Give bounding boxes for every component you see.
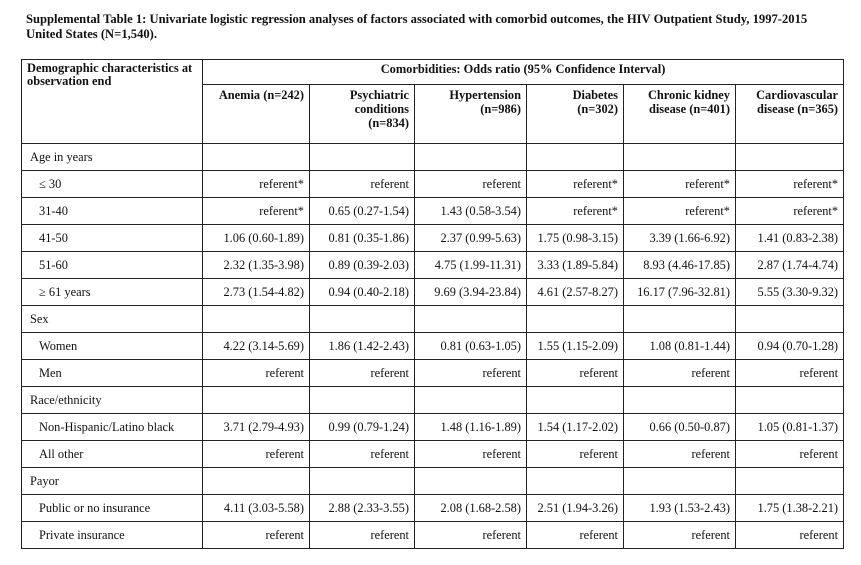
table-cell: 0.94 (0.40-2.18) xyxy=(310,279,415,306)
table-cell xyxy=(310,306,415,333)
table-cell: 2.51 (1.94-3.26) xyxy=(527,495,624,522)
table-row xyxy=(22,333,844,360)
table-cell: 2.73 (1.54-4.82) xyxy=(203,279,310,306)
table-cell: referent xyxy=(415,171,527,198)
table-cell: 4.61 (2.57-8.27) xyxy=(527,279,624,306)
table-group-row xyxy=(22,306,844,333)
column-header-cardiovascular: Cardiovascular disease (n=365) xyxy=(736,85,844,144)
table-cell: 1.48 (1.16-1.89) xyxy=(415,414,527,441)
table-cell xyxy=(624,306,736,333)
row-label: Women xyxy=(22,333,203,360)
table-cell: referent* xyxy=(527,171,624,198)
table-cell: 1.06 (0.60-1.89) xyxy=(203,225,310,252)
table-cell: 1.86 (1.42-2.43) xyxy=(310,333,415,360)
table-cell: 5.55 (3.30-9.32) xyxy=(736,279,844,306)
row-label: Public or no insurance xyxy=(22,495,203,522)
table-cell: 1.54 (1.17-2.02) xyxy=(527,414,624,441)
table-cell xyxy=(415,387,527,414)
table-cell: referent* xyxy=(624,171,736,198)
table-cell: referent* xyxy=(736,171,844,198)
table-cell xyxy=(736,144,844,171)
table-cell: referent xyxy=(310,171,415,198)
table-cell: 0.66 (0.50-0.87) xyxy=(624,414,736,441)
table-cell: referent xyxy=(527,522,624,549)
table-cell xyxy=(203,468,310,495)
table-cell: 2.87 (1.74-4.74) xyxy=(736,252,844,279)
table-cell: referent* xyxy=(203,171,310,198)
table-cell: 0.89 (0.39-2.03) xyxy=(310,252,415,279)
table-row xyxy=(22,225,844,252)
column-header-psychiatric: Psychiatric conditions (n=834) xyxy=(310,85,415,144)
table-cell: 9.69 (3.94-23.84) xyxy=(415,279,527,306)
table-group-row xyxy=(22,387,844,414)
table-cell: referent xyxy=(624,522,736,549)
table-cell xyxy=(736,468,844,495)
table-cell: referent xyxy=(624,441,736,468)
table-row xyxy=(22,414,844,441)
table-cell: 4.22 (3.14-5.69) xyxy=(203,333,310,360)
table-cell: referent* xyxy=(624,198,736,225)
table-row xyxy=(22,198,844,225)
table-cell xyxy=(527,387,624,414)
table-cell: 2.88 (2.33-3.55) xyxy=(310,495,415,522)
row-label: ≥ 61 years xyxy=(22,279,203,306)
odds-ratio-table xyxy=(21,59,844,549)
table-cell: referent xyxy=(203,360,310,387)
table-cell: 1.43 (0.58-3.54) xyxy=(415,198,527,225)
table-cell xyxy=(415,144,527,171)
table-cell: referent* xyxy=(527,198,624,225)
table-row xyxy=(22,279,844,306)
row-label: Private insurance xyxy=(22,522,203,549)
table-cell: 3.33 (1.89-5.84) xyxy=(527,252,624,279)
table-cell: 2.37 (0.99-5.63) xyxy=(415,225,527,252)
table-cell: 0.81 (0.35-1.86) xyxy=(310,225,415,252)
row-label: 41-50 xyxy=(22,225,203,252)
row-label: 31-40 xyxy=(22,198,203,225)
table-cell xyxy=(736,306,844,333)
table-cell: 0.81 (0.63-1.05) xyxy=(415,333,527,360)
table-cell xyxy=(310,144,415,171)
table-cell: 0.94 (0.70-1.28) xyxy=(736,333,844,360)
table-cell: 0.99 (0.79-1.24) xyxy=(310,414,415,441)
group-label: Age in years xyxy=(22,144,203,171)
table-cell xyxy=(203,306,310,333)
row-label: Men xyxy=(22,360,203,387)
table-cell xyxy=(736,387,844,414)
row-label: Non-Hispanic/Latino black xyxy=(22,414,203,441)
table-cell: 2.32 (1.35-3.98) xyxy=(203,252,310,279)
table-cell: referent xyxy=(415,441,527,468)
table-row xyxy=(22,495,844,522)
table-cell: referent xyxy=(415,522,527,549)
table-cell xyxy=(527,144,624,171)
table-cell: referent* xyxy=(203,198,310,225)
table-cell: referent xyxy=(527,441,624,468)
table-cell: referent xyxy=(203,441,310,468)
table-cell xyxy=(624,387,736,414)
table-cell: 1.05 (0.81-1.37) xyxy=(736,414,844,441)
table-cell: referent xyxy=(736,441,844,468)
column-header-anemia: Anemia (n=242) xyxy=(203,85,310,144)
table-cell: referent xyxy=(203,522,310,549)
row-label: All other xyxy=(22,441,203,468)
table-cell xyxy=(527,468,624,495)
column-header-diabetes: Diabetes (n=302) xyxy=(527,85,624,144)
table-cell xyxy=(310,468,415,495)
group-label: Sex xyxy=(22,306,203,333)
group-label: Payor xyxy=(22,468,203,495)
table-cell: referent xyxy=(736,360,844,387)
table-cell: referent* xyxy=(736,198,844,225)
table-cell: 1.41 (0.83-2.38) xyxy=(736,225,844,252)
table-cell xyxy=(415,468,527,495)
table-row xyxy=(22,522,844,549)
table-cell xyxy=(415,306,527,333)
table-cell xyxy=(527,306,624,333)
table-group-row xyxy=(22,144,844,171)
table-cell: referent xyxy=(736,522,844,549)
table-group-row xyxy=(22,468,844,495)
row-label: ≤ 30 xyxy=(22,171,203,198)
table-cell: referent xyxy=(310,360,415,387)
table-caption: Supplemental Table 1: Univariate logistic regression analyses of factors associated with comorbid outcomes, the HIV Outpatient Study, 1997-2015 United States (N=1,540). xyxy=(26,12,808,41)
group-label: Race/ethnicity xyxy=(22,387,203,414)
table-cell: 0.65 (0.27-1.54) xyxy=(310,198,415,225)
row-label: 51-60 xyxy=(22,252,203,279)
table-cell: 1.75 (0.98-3.15) xyxy=(527,225,624,252)
table-cell: 1.75 (1.38-2.21) xyxy=(736,495,844,522)
table-cell: 1.93 (1.53-2.43) xyxy=(624,495,736,522)
table-cell: 16.17 (7.96-32.81) xyxy=(624,279,736,306)
table-cell: 8.93 (4.46-17.85) xyxy=(624,252,736,279)
table-cell xyxy=(624,144,736,171)
table-row xyxy=(22,252,844,279)
table-cell: referent xyxy=(310,522,415,549)
table-cell: 3.39 (1.66-6.92) xyxy=(624,225,736,252)
table-row xyxy=(22,441,844,468)
column-header-hypertension: Hypertension (n=986) xyxy=(415,85,527,144)
table-cell: referent xyxy=(624,360,736,387)
comorbidities-span-header: Comorbidities: Odds ratio (95% Confidence Interval) xyxy=(203,60,844,85)
corner-header: Demographic characteristics at observation end xyxy=(22,60,203,144)
table-row xyxy=(22,171,844,198)
table-cell: 2.08 (1.68-2.58) xyxy=(415,495,527,522)
column-header-chronic-kidney: Chronic kidney disease (n=401) xyxy=(624,85,736,144)
table-cell: 3.71 (2.79-4.93) xyxy=(203,414,310,441)
table-cell: 4.11 (3.03-5.58) xyxy=(203,495,310,522)
table-cell: referent xyxy=(310,441,415,468)
table-cell xyxy=(203,387,310,414)
table-cell: 4.75 (1.99-11.31) xyxy=(415,252,527,279)
table-row xyxy=(22,360,844,387)
table-cell: referent xyxy=(527,360,624,387)
table-cell: 1.08 (0.81-1.44) xyxy=(624,333,736,360)
table-cell: referent xyxy=(415,360,527,387)
table-cell: 1.55 (1.15-2.09) xyxy=(527,333,624,360)
header-row-top xyxy=(22,60,844,85)
table-cell xyxy=(624,468,736,495)
table-cell xyxy=(203,144,310,171)
table-cell xyxy=(310,387,415,414)
